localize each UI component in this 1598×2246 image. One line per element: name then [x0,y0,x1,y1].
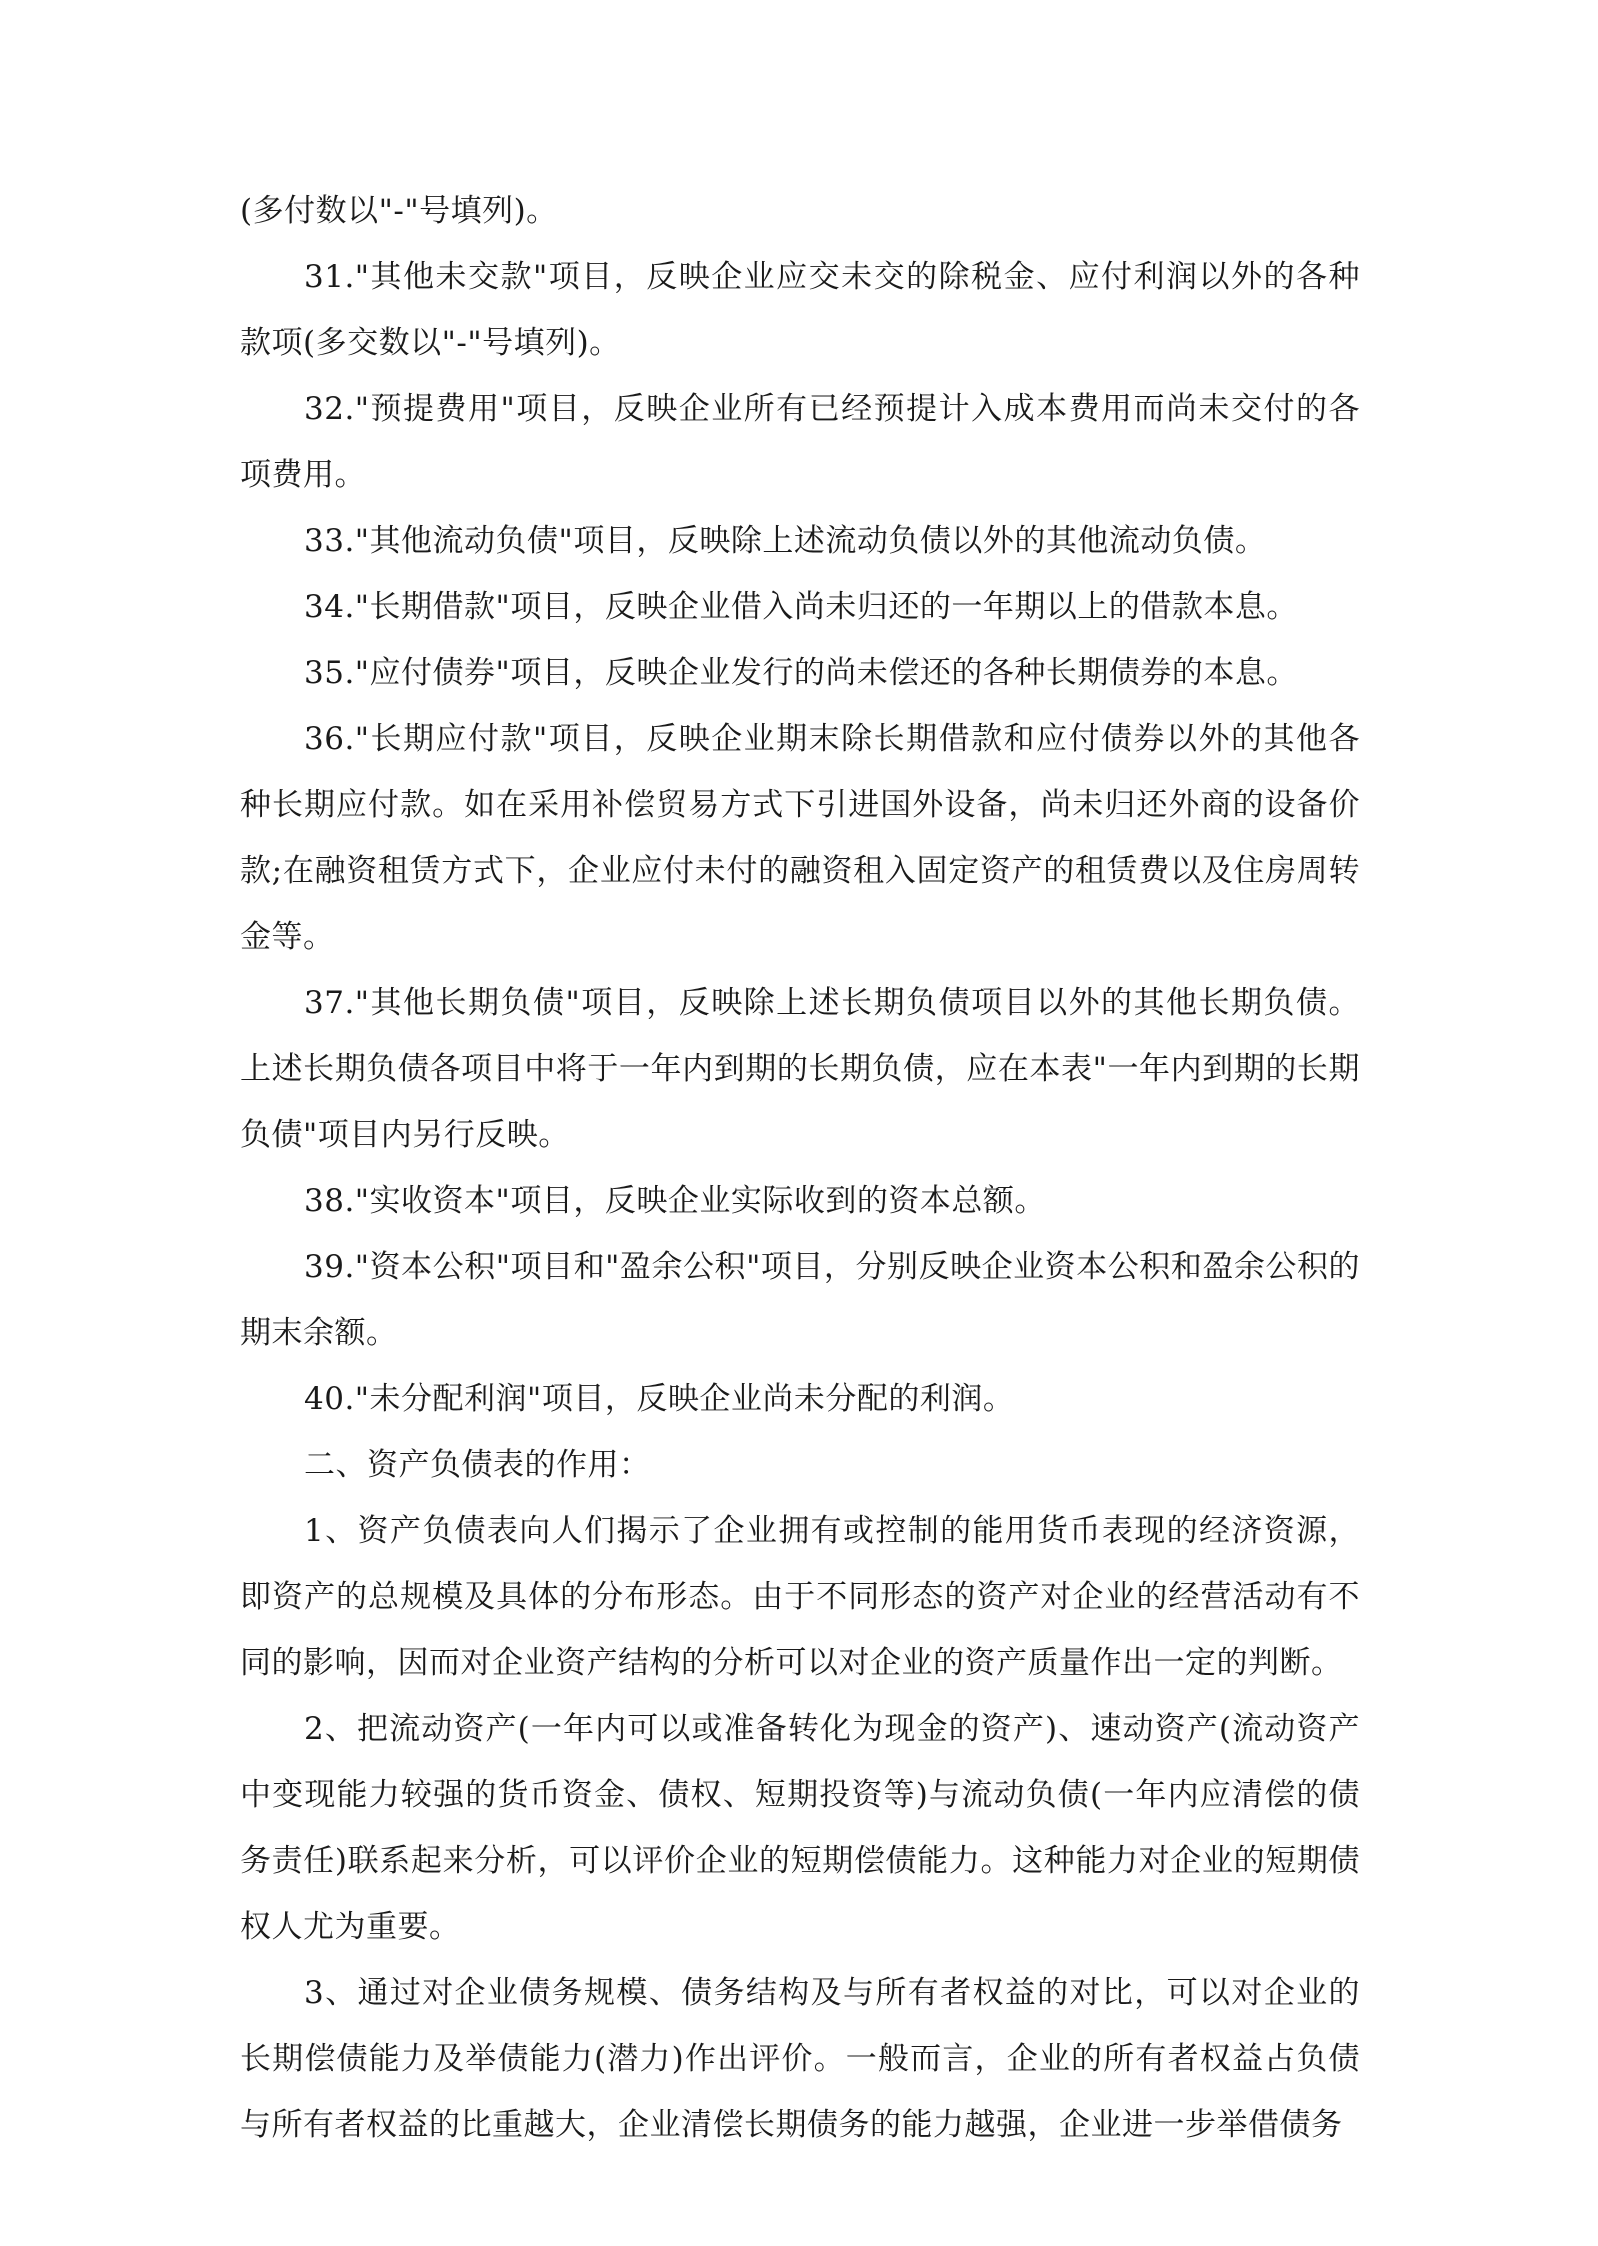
paragraph-6: 36."长期应付款"项目，反映企业期末除长期借款和应付债券以外的其他各种长期应付款。如在采用补偿贸易方式下引进国外设备，尚未归还外商的设备价款;在融资租赁方式下，企业应付未付的融资租入固定资产的租赁费以及住房周转金等。 [240,721,1360,955]
paragraph-0: (多付数以"-"号填列)。 [240,193,558,229]
paragraph-5: 35."应付债券"项目，反映企业发行的尚未偿还的各种长期债券的本息。 [304,655,1298,691]
paragraph-1: 31."其他未交款"项目，反映企业应交未交的除税金、应付利润以外的各种款项(多交数以"-"号填列)。 [240,259,1360,361]
paragraph-4: 34."长期借款"项目，反映企业借入尚未归还的一年期以上的借款本息。 [304,589,1298,625]
paragraph-14: 3、通过对企业债务规模、债务结构及与所有者权益的对比，可以对企业的长期偿债能力及举债能力(潜力)作出评价。一般而言，企业的所有者权益占负债与所有者权益的比重越大，企业清偿长期债务的能力越强，企业进一步举借债务 [240,1975,1360,2143]
paragraph-7: 37."其他长期负债"项目，反映除上述长期负债项目以外的其他长期负债。上述长期负债各项目中将于一年内到期的长期负债，应在本表"一年内到期的长期负债"项目内另行反映。 [240,985,1360,1153]
paragraph-3: 33."其他流动负债"项目，反映除上述流动负债以外的其他流动负债。 [304,523,1267,559]
paragraph-9: 39."资本公积"项目和"盈余公积"项目，分别反映企业资本公积和盈余公积的期末余额。 [240,1249,1360,1351]
paragraph-13: 2、把流动资产(一年内可以或准备转化为现金的资产)、速动资产(流动资产中变现能力较强的货币资金、债权、短期投资等)与流动负债(一年内应清偿的债务责任)联系起来分析，可以评价企业的短期偿债能力。这种能力对企业的短期债权人尤为重要。 [240,1711,1360,1945]
paragraph-10: 40."未分配利润"项目，反映企业尚未分配的利润。 [304,1381,1015,1417]
document-body [240,178,1360,2158]
paragraph-2: 32."预提费用"项目，反映企业所有已经预提计入成本费用而尚未交付的各项费用。 [240,391,1360,493]
paragraph-12: 1、资产负债表向人们揭示了企业拥有或控制的能用货币表现的经济资源，即资产的总规模及具体的分布形态。由于不同形态的资产对企业的经营活动有不同的影响，因而对企业资产结构的分析可以对企业的资产质量作出一定的判断。 [240,1513,1360,1681]
section-heading: 二、资产负债表的作用： [304,1447,651,1483]
paragraph-8: 38."实收资本"项目，反映企业实际收到的资本总额。 [304,1183,1046,1219]
